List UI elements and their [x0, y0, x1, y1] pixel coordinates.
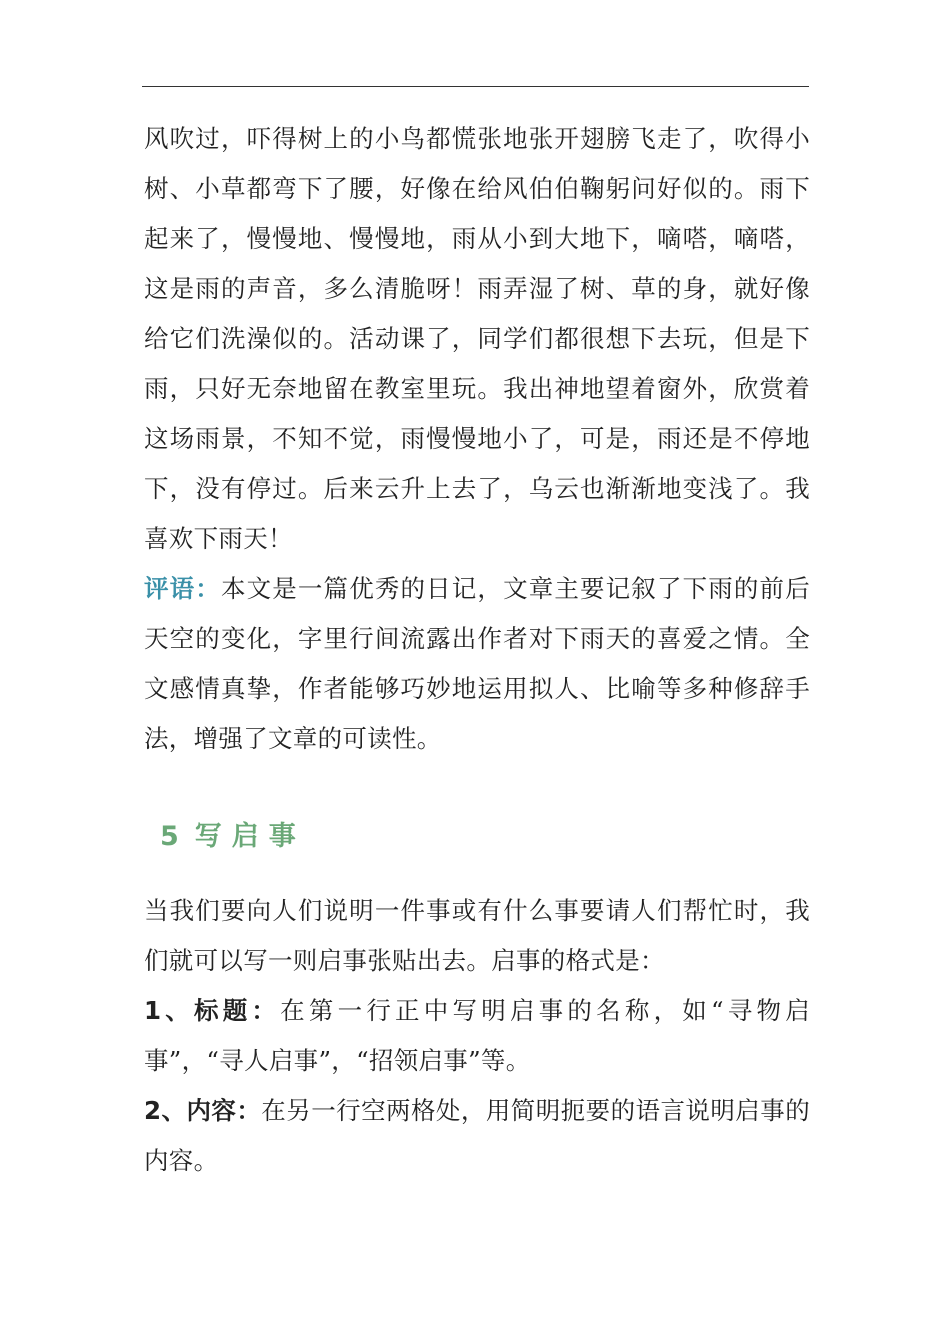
format-item-label: 2、内容： — [144, 1096, 262, 1125]
section-heading — [160, 812, 306, 862]
essay-paragraph — [144, 114, 810, 564]
format-item-title — [144, 986, 810, 1086]
essay-body: 风吹过，吓得树上的小鸟都慌张地张开翅膀飞走了，吹得小树、小草都弯下了腰，好像在给风伯伯鞠躬问好似的。雨下起来了，慢慢地、慢慢地，雨从小到大地下，嘀嗒，嘀嗒，这是雨的声音，多么清脆呀！雨弄湿了树、草的身，就好像给它们洗澡似的。活动课了，同学们都很想下去玩，但是下雨，只好无奈地留在教室里玩。我出神地望着窗外，欣赏着这场雨景，不知不觉，雨慢慢地小了，可是，雨还是不停地下，没有停过。后来云升上去了，乌云也渐渐地变浅了。我喜欢下雨天！ — [144, 124, 810, 553]
comment-label: 评语： — [144, 574, 221, 603]
format-item-content — [144, 1086, 810, 1186]
comment-paragraph — [144, 564, 810, 764]
comment-text: 本文是一篇优秀的日记，文章主要记叙了下雨的前后天空的变化，字里行间流露出作者对下雨天的喜爱之情。全文感情真挚，作者能够巧妙地运用拟人、比喻等多种修辞手法，增强了文章的可读性。 — [144, 574, 810, 753]
format-item-label: 1、标题： — [144, 996, 281, 1025]
header-rule — [142, 86, 809, 87]
section-intro-text: 当我们要向人们说明一件事或有什么事要请人们帮忙时，我们就可以写一则启事张贴出去。启事的格式是： — [144, 896, 810, 975]
section-number: 5 — [160, 821, 189, 852]
section-intro — [144, 886, 810, 986]
format-item-text: 在第一行正中写明启事的名称，如“寻物启事”，“寻人启事”，“招领启事”等。 — [144, 996, 811, 1075]
section-title: 写启事 — [194, 821, 306, 852]
format-item-text: 在另一行空两格处，用简明扼要的语言说明启事的内容。 — [144, 1096, 810, 1175]
